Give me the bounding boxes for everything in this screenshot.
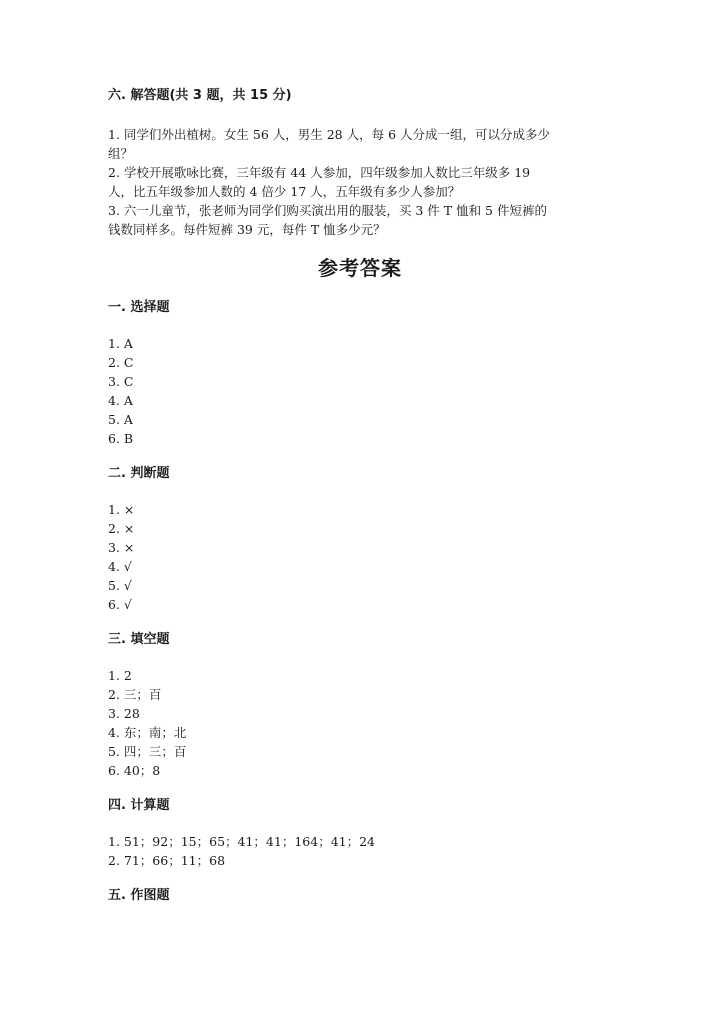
question-1-line-1: 1. 同学们外出植树。女生 56 人，男生 28 人，每 6 人分成一组，可以分成多少	[108, 127, 551, 142]
question-3-line-1: 3. 六一儿童节，张老师为同学们购买演出用的服装，买 3 件 T 恤和 5 件短裤的	[108, 203, 547, 218]
answer-item: 4. A	[108, 393, 133, 408]
answer-item: 2. 三；百	[108, 687, 162, 702]
section-heading-true-false: 二. 判断题	[108, 466, 170, 481]
question-2-line-1: 2. 学校开展歌咏比赛，三年级有 44 人参加，四年级参加人数比三年级多 19	[108, 165, 531, 180]
answer-item: 4. √	[108, 559, 132, 574]
section-heading-calculation: 四. 计算题	[108, 798, 170, 813]
answer-item: 2. C	[108, 355, 134, 370]
section-heading-drawing: 五. 作图题	[108, 888, 170, 903]
answer-item: 2. 71；66；11；68	[108, 853, 226, 868]
answer-item: 4. 东；南；北	[108, 725, 187, 740]
answer-item: 2. ×	[108, 521, 135, 536]
answer-item: 6. √	[108, 597, 132, 612]
answer-item: 3. 28	[108, 706, 140, 721]
answer-item: 5. A	[108, 412, 133, 427]
answer-item: 6. B	[108, 431, 134, 446]
answer-item: 5. 四；三；百	[108, 744, 187, 759]
answer-key-title: 参考答案	[318, 256, 402, 280]
section-heading-word-problems: 六. 解答题(共 3 题，共 15 分)	[108, 88, 292, 103]
section-heading-multiple-choice: 一. 选择题	[108, 300, 170, 315]
answer-item: 3. C	[108, 374, 134, 389]
answer-item: 1. 51；92；15；65；41；41；164；41；24	[108, 834, 376, 849]
section-heading-fill-blank: 三. 填空题	[108, 632, 170, 647]
question-2-line-2: 人，比五年级参加人数的 4 倍少 17 人，五年级有多少人参加？	[108, 184, 461, 199]
answer-item: 1. 2	[108, 668, 132, 683]
question-3-line-2: 钱数同样多。每件短裤 39 元，每件 T 恤多少元？	[108, 222, 386, 237]
answer-item: 1. A	[108, 336, 133, 351]
answer-item: 5. √	[108, 578, 132, 593]
answer-item: 3. ×	[108, 540, 135, 555]
answer-item: 6. 40；8	[108, 763, 161, 778]
question-1-line-2: 组？	[108, 146, 134, 161]
answer-item: 1. ×	[108, 502, 135, 517]
